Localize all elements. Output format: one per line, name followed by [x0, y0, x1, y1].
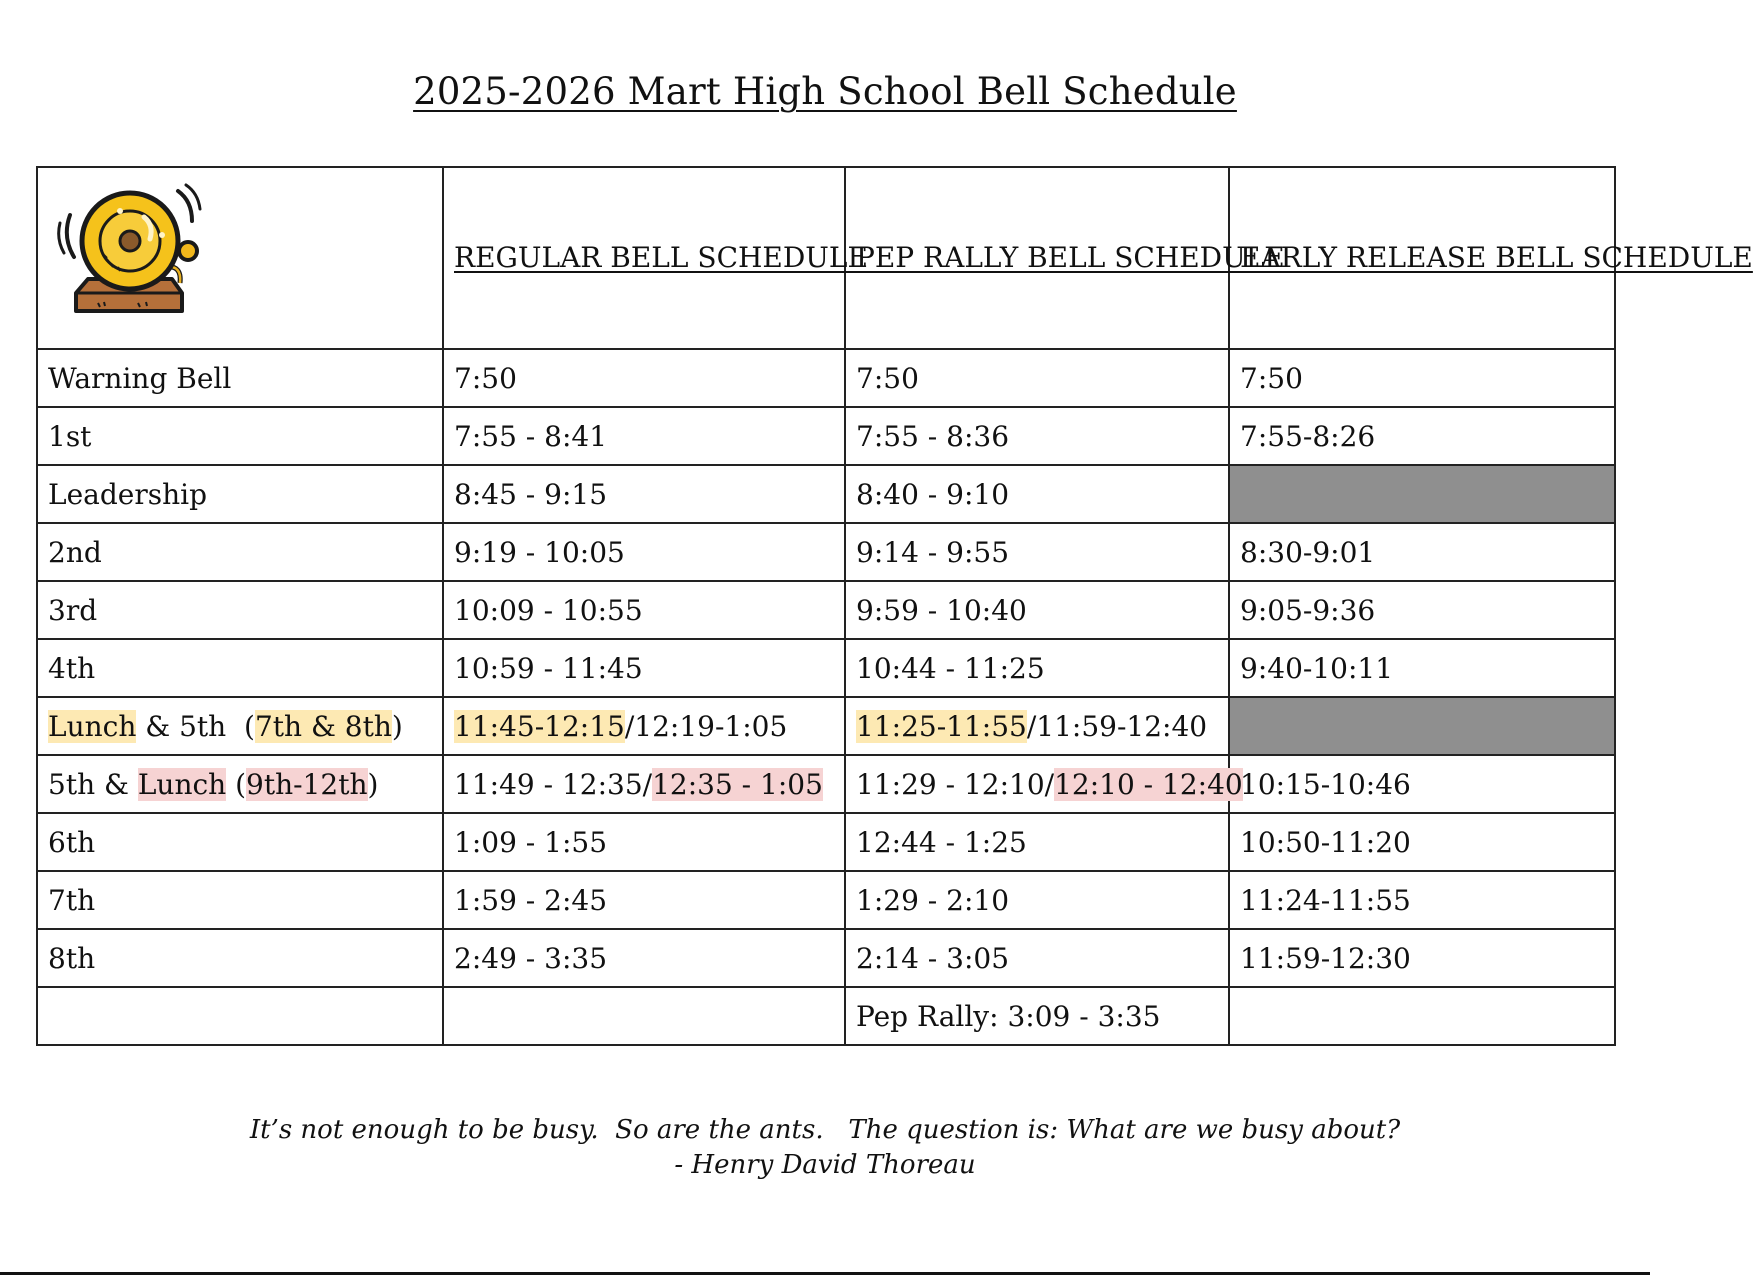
period-label: 6th	[37, 813, 443, 871]
lunch-time-highlight: 12:35 - 1:05	[652, 767, 823, 801]
pep-time: 9:14 - 9:55	[845, 523, 1229, 581]
row-5th-lunch-9th-12th	[37, 755, 1615, 813]
grades-highlight: 9th-12th	[246, 767, 368, 801]
pep-time: 12:44 - 1:25	[845, 813, 1229, 871]
row-6th	[37, 813, 1615, 871]
regular-time: 10:09 - 10:55	[443, 581, 845, 639]
row-8th	[37, 929, 1615, 987]
regular-time: 10:59 - 11:45	[443, 639, 845, 697]
lunch-time-highlight: 12:10 - 12:40	[1054, 767, 1243, 801]
period-label: 8th	[37, 929, 443, 987]
bell-schedule-table	[36, 166, 1753, 1046]
class-time: 11:29 - 12:10/	[856, 767, 1055, 801]
school-bell-icon	[48, 175, 208, 335]
pep-rally-schedule-heading: PEP RALLY BELL SCHEDULE	[845, 167, 1229, 349]
early-time: 9:40-10:11	[1229, 639, 1615, 697]
quote-author: - Henry David Thoreau	[674, 1150, 976, 1180]
pep-time: 7:55 - 8:36	[845, 407, 1229, 465]
early-time: 11:59-12:30	[1229, 929, 1615, 987]
early-time: 11:24-11:55	[1229, 871, 1615, 929]
early-time: 10:50-11:20	[1229, 813, 1615, 871]
regular-time: 7:50	[443, 349, 845, 407]
regular-time: 8:45 - 9:15	[443, 465, 845, 523]
early-time	[1229, 987, 1615, 1045]
early-release-schedule-heading: EARLY RELEASE BELL SCHEDULE	[1229, 167, 1615, 349]
regular-time: 1:59 - 2:45	[443, 871, 845, 929]
lunch-time-highlight: 11:25-11:55	[856, 709, 1027, 743]
logo-cell	[37, 167, 443, 349]
row-4th	[37, 639, 1615, 697]
pep-time: 9:59 - 10:40	[845, 581, 1229, 639]
early-time: 10:15-10:46	[1229, 755, 1615, 813]
header-row	[37, 167, 1615, 349]
lunch-highlight: Lunch	[137, 767, 227, 801]
grades-highlight: 7th & 8th	[254, 709, 392, 743]
pep-time: 10:44 - 11:25	[845, 639, 1229, 697]
row-2nd	[37, 523, 1615, 581]
label-text: 5th &	[48, 767, 138, 801]
row-pep-rally	[37, 987, 1615, 1045]
label-text: )	[367, 767, 379, 801]
regular-schedule-heading: REGULAR BELL SCHEDULE	[443, 167, 845, 349]
row-7th	[37, 871, 1615, 929]
quote	[0, 1113, 1650, 1183]
class-time: /11:59-12:40	[1026, 709, 1208, 743]
label-text: )	[391, 709, 403, 743]
label-text: (	[226, 767, 247, 801]
pep-time: 8:40 - 9:10	[845, 465, 1229, 523]
pep-time: 1:29 - 2:10	[845, 871, 1229, 929]
period-label: Leadership	[37, 465, 443, 523]
regular-time	[443, 987, 845, 1045]
pep-time: 2:14 - 3:05	[845, 929, 1229, 987]
period-label	[37, 987, 443, 1045]
period-label: 1st	[37, 407, 443, 465]
row-warning-bell	[37, 349, 1615, 407]
class-time: /12:19-1:05	[624, 709, 788, 743]
row-3rd	[37, 581, 1615, 639]
regular-time	[443, 697, 845, 755]
regular-time: 1:09 - 1:55	[443, 813, 845, 871]
early-time: 7:50	[1229, 349, 1615, 407]
class-time: 11:49 - 12:35/	[454, 767, 653, 801]
regular-time: 9:19 - 10:05	[443, 523, 845, 581]
early-time-none	[1229, 465, 1615, 523]
lunch-highlight: Lunch	[48, 709, 137, 743]
early-time: 8:30-9:01	[1229, 523, 1615, 581]
row-lunch-5th-7th-8th	[37, 697, 1615, 755]
lunch-time-highlight: 11:45-12:15	[454, 709, 625, 743]
pep-time	[845, 755, 1243, 813]
pep-rally-time: Pep Rally: 3:09 - 3:35	[845, 987, 1229, 1045]
page-title: 2025-2026 Mart High School Bell Schedule	[413, 70, 1237, 113]
quote-text: It’s not enough to be busy. So are the ants. The question is: What are we busy about?	[249, 1115, 1401, 1145]
row-1st	[37, 407, 1615, 465]
early-time: 9:05-9:36	[1229, 581, 1615, 639]
label-text: & 5th (	[136, 709, 255, 743]
period-label	[37, 755, 443, 813]
period-label: 7th	[37, 871, 443, 929]
regular-time: 7:55 - 8:41	[443, 407, 845, 465]
period-label: 2nd	[37, 523, 443, 581]
regular-time: 2:49 - 3:35	[443, 929, 845, 987]
pep-time	[845, 697, 1229, 755]
row-leadership	[37, 465, 1615, 523]
period-label: 3rd	[37, 581, 443, 639]
pep-time: 7:50	[845, 349, 1229, 407]
early-time: 7:55-8:26	[1229, 407, 1615, 465]
regular-time	[443, 755, 845, 813]
period-label	[37, 697, 443, 755]
period-label: 4th	[37, 639, 443, 697]
period-label: Warning Bell	[37, 349, 443, 407]
early-time-none	[1229, 697, 1615, 755]
